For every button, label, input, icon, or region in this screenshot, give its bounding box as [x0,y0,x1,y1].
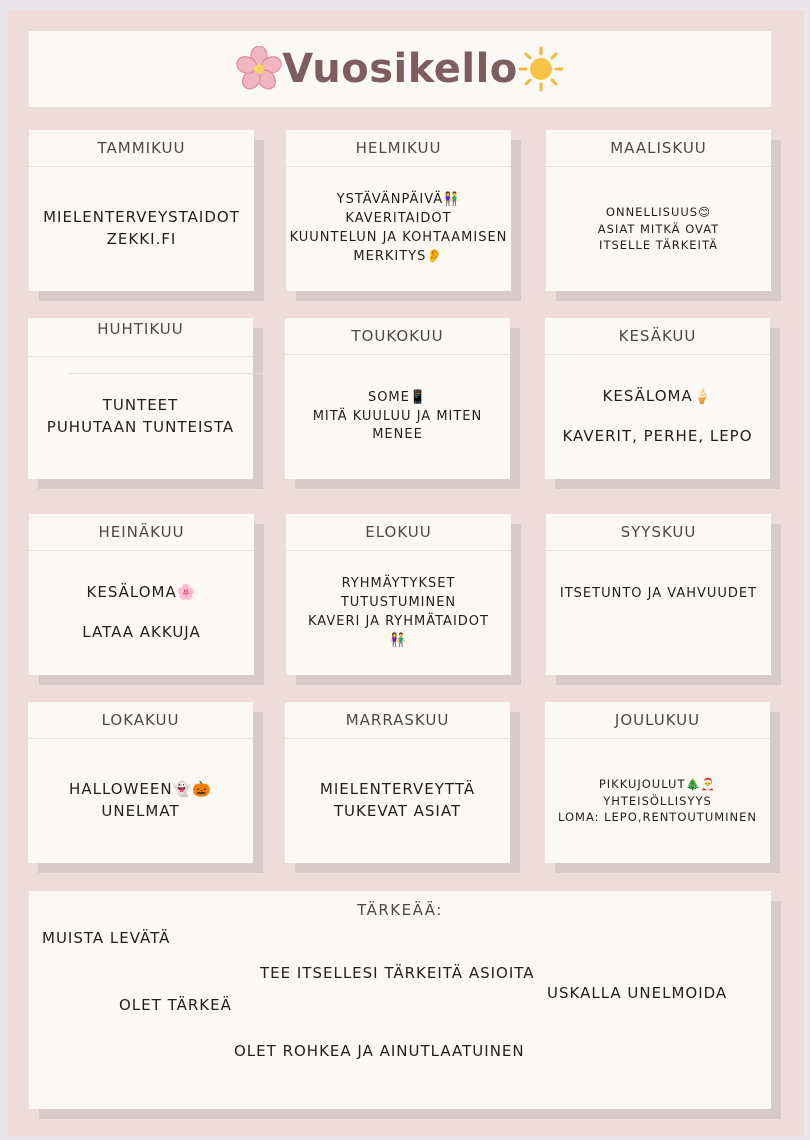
month-card-lokakuu [28,702,253,863]
sun-icon [518,46,564,92]
month-line: 👫 [389,632,408,648]
month-card-tammikuu [29,130,254,291]
month-name: TAMMIKUU [29,130,254,167]
month-line: MITÄ KUULUU JA MITEN MENEE [312,408,483,443]
month-name: KESÄKUU [545,318,770,355]
month-line: ONNELLISUUS😊 [605,204,712,219]
month-card-kesakuu [545,318,770,479]
month-line: TUNTEET [102,396,179,415]
month-content [29,167,254,291]
month-line: PUHUTAAN TUNTEISTA [46,418,235,436]
month-card-heinakuu [29,514,254,675]
cherry-blossom-icon [236,46,282,92]
important-heading: TÄRKEÄÄ: [357,901,443,919]
month-content [546,551,771,675]
month-name: MAALISKUU [546,130,771,167]
month-content [28,355,253,479]
month-name: MARRASKUU [285,702,510,739]
important-item: OLET ROHKEA JA AINUTLAATUINEN [234,1042,525,1060]
month-card-toukokuu [285,318,510,479]
important-box [29,891,771,1109]
month-line: ITSELLE TÄRKEITÄ [599,238,718,253]
important-item: USKALLA UNELMOIDA [547,984,728,1002]
month-line: SOME📱 [367,389,428,405]
month-card-marraskuu [285,702,510,863]
month-content [546,167,771,291]
month-line: MIELENTERVEYSTAIDOT [43,208,240,227]
month-line: YHTEISÖLLISYYS [603,793,712,808]
month-name: ELOKUU [286,514,511,551]
month-line: YSTÄVÄNPÄIVÄ👫 [336,192,461,208]
month-name: HELMIKUU [286,130,511,167]
month-line: ITSETUNTO JA VAHVUUDET [559,586,758,601]
month-line: PIKKUJOULUT🎄🎅 [598,776,717,791]
month-card-maaliskuu [546,130,771,291]
title-text: Vuosikello [282,46,518,92]
month-line: UNELMAT [101,802,180,820]
month-content [28,739,253,863]
month-card-huhtikuu [28,318,253,479]
month-line: KESÄLOMA🍦 [602,387,713,406]
month-line: KUUNTELUN JA KOHTAAMISEN [289,230,508,245]
month-card-syyskuu [546,514,771,675]
month-card-joulukuu [545,702,770,863]
month-line: HALLOWEEN👻🎃 [69,780,212,799]
month-content [285,739,510,863]
month-line: RYHMÄYTYKSET [341,576,456,592]
month-line: KAVERITAIDOT [345,211,452,227]
month-line: LATAA AKKUJA [82,623,201,641]
month-line: MERKITYS👂 [353,248,444,264]
month-card-elokuu [286,514,511,675]
month-content [29,551,254,675]
month-line: ZEKKI.FI [106,230,177,248]
important-item: TEE ITSELLESI TÄRKEITÄ ASIOITA [260,964,535,982]
month-line: MIELENTERVEYTTÄ [319,780,476,799]
important-item: MUISTA LEVÄTÄ [42,929,171,947]
month-line: ASIAT MITKÄ OVAT [597,221,720,236]
month-content [545,355,770,479]
month-line: KAVERI JA RYHMÄTAIDOT [308,614,489,629]
month-content [286,551,511,675]
month-name: HEINÄKUU [29,514,254,551]
month-name: SYYSKUU [546,514,771,551]
title-banner [29,31,771,107]
month-content [286,167,511,291]
month-content [285,355,510,479]
month-name: HUHTIKUU [28,318,253,357]
month-content [545,739,770,863]
month-line: LOMA: LEPO,RENTOUTUMINEN [557,810,758,825]
month-card-helmikuu [286,130,511,291]
page-title [236,46,564,92]
month-line: KESÄLOMA🌸 [86,583,197,602]
month-name: LOKAKUU [28,702,253,739]
month-line: TUTUSTUMINEN [340,595,457,611]
month-line: TUKEVAT ASIAT [333,802,462,820]
month-line: KAVERIT, PERHE, LEPO [562,427,753,445]
important-item: OLET TÄRKEÄ [119,996,232,1014]
month-name: JOULUKUU [545,702,770,739]
month-name: TOUKOKUU [285,318,510,355]
